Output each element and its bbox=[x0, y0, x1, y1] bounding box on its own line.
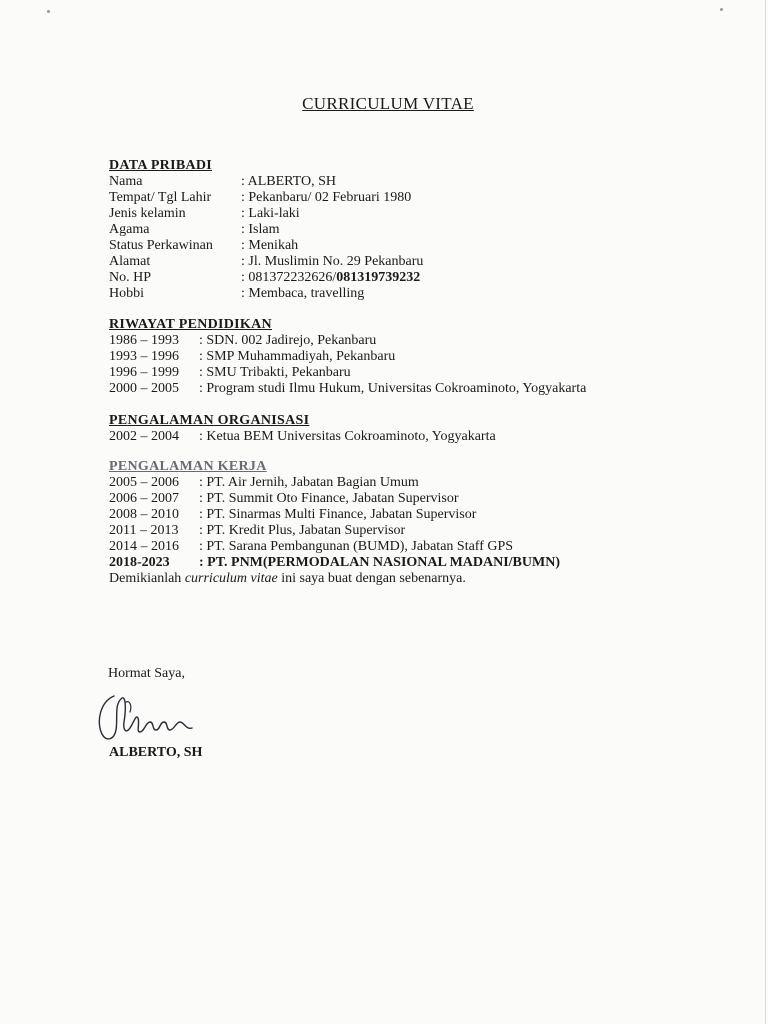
education-row bbox=[109, 381, 586, 397]
signer-name: ALBERTO, SH bbox=[109, 745, 203, 760]
heading-pengalaman-organisasi: PENGALAMAN ORGANISASI bbox=[109, 413, 310, 428]
work-years: 2011 – 2013 bbox=[109, 523, 179, 538]
document-title: CURRICULUM VITAE bbox=[302, 94, 474, 113]
work-row bbox=[109, 523, 405, 539]
scan-speck bbox=[720, 8, 723, 11]
work-row bbox=[109, 475, 419, 491]
education-text: : SDN. 002 Jadirejo, Pekanbaru bbox=[199, 333, 377, 348]
scan-edge bbox=[765, 0, 766, 1024]
personal-row bbox=[109, 190, 411, 206]
education-row bbox=[109, 349, 395, 365]
organization-years: 2002 – 2004 bbox=[109, 429, 179, 444]
closing-text-end: ini saya buat dengan sebenarnya. bbox=[277, 571, 466, 586]
personal-row bbox=[109, 222, 280, 238]
closing-italic: curriculum vitae bbox=[184, 571, 278, 586]
personal-label: No. HP bbox=[109, 270, 152, 285]
education-years: 1993 – 1996 bbox=[109, 349, 179, 364]
personal-value: : Pekanbaru/ 02 Februari 1980 bbox=[241, 190, 412, 205]
heading-riwayat-pendidikan: RIWAYAT PENDIDIKAN bbox=[109, 317, 272, 332]
personal-label: Agama bbox=[109, 222, 150, 237]
personal-label: Nama bbox=[109, 174, 143, 189]
personal-value: : Menikah bbox=[241, 238, 299, 253]
work-text: : PT. Sarana Pembangunan (BUMD), Jabatan Staff GPS bbox=[199, 539, 514, 554]
personal-value: : ALBERTO, SH bbox=[241, 174, 336, 189]
education-row bbox=[109, 365, 351, 381]
personal-row bbox=[109, 286, 364, 302]
heading-data-pribadi: DATA PRIBADI bbox=[109, 158, 213, 173]
work-text: : PT. Summit Oto Finance, Jabatan Supervisor bbox=[199, 491, 459, 506]
work-text: : PT. Sinarmas Multi Finance, Jabatan Supervisor bbox=[199, 507, 477, 522]
personal-value: : Jl. Muslimin No. 29 Pekanbaru bbox=[241, 254, 424, 269]
closing-statement bbox=[109, 571, 466, 587]
work-years: 2005 – 2006 bbox=[109, 475, 179, 490]
personal-label: Alamat bbox=[109, 254, 151, 269]
education-years: 2000 – 2005 bbox=[109, 381, 179, 396]
work-text: : PT. PNM(PERMODALAN NASIONAL MADANI/BUMN) bbox=[199, 555, 560, 570]
education-text: : Program studi Ilmu Hukum, Universitas Cokroaminoto, Yogyakarta bbox=[199, 381, 587, 396]
personal-row bbox=[109, 206, 300, 222]
personal-value-bold: 081319739232 bbox=[336, 270, 421, 285]
personal-row bbox=[109, 254, 423, 270]
work-row-current bbox=[109, 555, 560, 571]
work-text: : PT. Kredit Plus, Jabatan Supervisor bbox=[199, 523, 406, 538]
education-text: : SMP Muhammadiyah, Pekanbaru bbox=[199, 349, 396, 364]
work-text: : PT. Air Jernih, Jabatan Bagian Umum bbox=[199, 475, 419, 490]
handwritten-signature bbox=[92, 688, 212, 746]
personal-value: : Laki-laki bbox=[241, 206, 300, 221]
personal-label: Tempat/ Tgl Lahir bbox=[109, 190, 212, 205]
personal-value: : 081372232626/ bbox=[241, 270, 337, 285]
work-row bbox=[109, 507, 476, 523]
work-row bbox=[109, 539, 513, 555]
closing-text: Demikianlah bbox=[109, 571, 185, 586]
personal-row bbox=[109, 238, 298, 254]
heading-pengalaman-kerja: PENGALAMAN KERJA bbox=[109, 459, 267, 474]
organization-row bbox=[109, 429, 496, 445]
personal-row bbox=[109, 174, 336, 190]
personal-label: Status Perkawinan bbox=[109, 238, 213, 253]
personal-label: Hobbi bbox=[109, 286, 144, 301]
education-text: : SMU Tribakti, Pekanbaru bbox=[199, 365, 351, 380]
work-years: 2006 – 2007 bbox=[109, 491, 179, 506]
work-row bbox=[109, 491, 459, 507]
personal-label: Jenis kelamin bbox=[109, 206, 186, 221]
scan-speck bbox=[47, 10, 50, 13]
organization-text: : Ketua BEM Universitas Cokroaminoto, Yogyakarta bbox=[199, 429, 496, 444]
work-years: 2014 – 2016 bbox=[109, 539, 179, 554]
education-years: 1986 – 1993 bbox=[109, 333, 179, 348]
education-years: 1996 – 1999 bbox=[109, 365, 179, 380]
greeting: Hormat Saya, bbox=[108, 666, 185, 681]
work-years: 2018-2023 bbox=[109, 555, 170, 570]
personal-value: : Membaca, travelling bbox=[241, 286, 365, 301]
work-years: 2008 – 2010 bbox=[109, 507, 179, 522]
personal-row bbox=[109, 270, 420, 286]
personal-value: : Islam bbox=[241, 222, 280, 237]
education-row bbox=[109, 333, 376, 349]
